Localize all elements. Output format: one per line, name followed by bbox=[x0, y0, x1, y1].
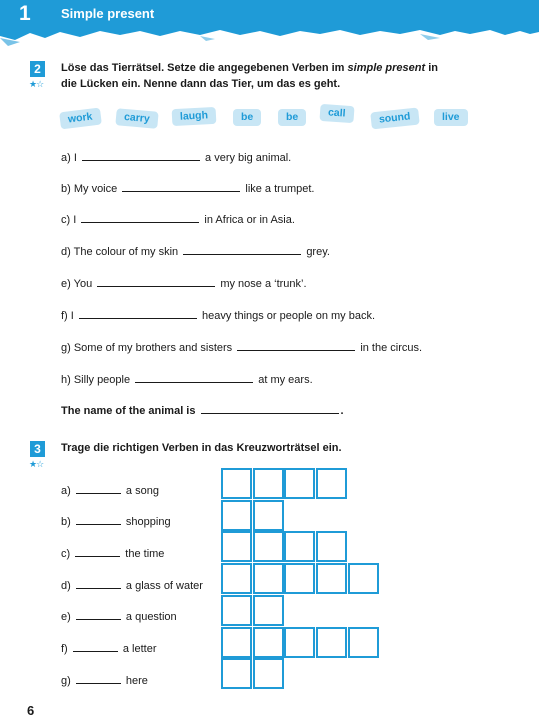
item-prefix: I bbox=[70, 310, 74, 322]
item-suffix: in Africa or in Asia. bbox=[204, 214, 295, 226]
answer-blank[interactable] bbox=[97, 274, 215, 287]
exercise-3-number-badge: 3 bbox=[30, 441, 45, 457]
item-text: here bbox=[125, 675, 148, 687]
answer-blank[interactable] bbox=[183, 242, 301, 255]
word-tag: live bbox=[434, 109, 468, 126]
item-prefix: Some of my brothers and sisters bbox=[73, 342, 233, 354]
exercise-3-instruction: Trage die richtigen Verben in das Kreuzworträtsel ein. bbox=[61, 442, 342, 454]
instruction-line1-text: Löse das Tierrätsel. Setze die angegebenen Verben im bbox=[61, 62, 348, 74]
exercise-3-difficulty-stars: ★☆ bbox=[29, 459, 44, 469]
item-text: a song bbox=[125, 485, 159, 497]
animal-answer-line bbox=[61, 401, 344, 417]
exercise-3-item-f bbox=[61, 639, 157, 655]
crossword-cell[interactable] bbox=[221, 563, 252, 594]
crossword-cell[interactable] bbox=[253, 531, 284, 562]
item-label: d) bbox=[61, 580, 71, 592]
crossword-cell[interactable] bbox=[253, 658, 284, 689]
item-prefix: Silly people bbox=[73, 374, 131, 386]
word-tag: sound bbox=[370, 108, 419, 130]
item-prefix: The colour of my skin bbox=[73, 246, 179, 258]
item-label: e) bbox=[61, 278, 71, 290]
item-label: e) bbox=[61, 611, 71, 623]
answer-blank[interactable] bbox=[76, 576, 121, 589]
unit-title: Simple present bbox=[61, 6, 155, 21]
crossword-cell[interactable] bbox=[221, 500, 252, 531]
crossword-cell[interactable] bbox=[253, 468, 284, 499]
word-tag: be bbox=[278, 109, 306, 126]
animal-answer-prompt: The name of the animal is bbox=[61, 405, 196, 417]
item-suffix: heavy things or people on my back. bbox=[201, 310, 376, 322]
answer-blank[interactable] bbox=[76, 671, 121, 684]
item-suffix: like a trumpet. bbox=[245, 183, 315, 195]
exercise-2-item-h bbox=[61, 370, 313, 386]
item-suffix: a very big animal. bbox=[205, 152, 292, 164]
crossword-cell[interactable] bbox=[221, 531, 252, 562]
answer-blank[interactable] bbox=[237, 338, 355, 351]
exercise-3-item-a bbox=[61, 481, 159, 497]
item-prefix: I bbox=[73, 152, 77, 164]
crossword-cell[interactable] bbox=[253, 627, 284, 658]
item-label: f) bbox=[61, 310, 68, 322]
exercise-2-item-c bbox=[61, 210, 295, 226]
item-prefix: I bbox=[73, 214, 77, 226]
answer-blank[interactable] bbox=[76, 481, 121, 494]
exercise-2-number-badge: 2 bbox=[30, 61, 45, 77]
crossword-cell[interactable] bbox=[316, 563, 347, 594]
answer-blank[interactable] bbox=[79, 306, 197, 319]
exercise-3-item-b bbox=[61, 512, 171, 528]
crossword-cell[interactable] bbox=[316, 627, 347, 658]
crossword-cell[interactable] bbox=[253, 595, 284, 626]
crossword-cell[interactable] bbox=[284, 468, 315, 499]
exercise-3-item-d bbox=[61, 576, 203, 592]
answer-blank[interactable] bbox=[73, 639, 118, 652]
instruction-line1-end: in bbox=[425, 62, 438, 74]
crossword-cell[interactable] bbox=[221, 595, 252, 626]
item-label: f) bbox=[61, 643, 68, 655]
item-suffix: at my ears. bbox=[258, 374, 313, 386]
answer-blank[interactable] bbox=[122, 179, 240, 192]
item-suffix: my nose a ‘trunk’. bbox=[220, 278, 307, 290]
answer-blank[interactable] bbox=[135, 370, 253, 383]
item-label: b) bbox=[61, 516, 71, 528]
exercise-2-item-e bbox=[61, 274, 307, 290]
item-text: shopping bbox=[125, 516, 171, 528]
instruction-italic-term: simple present bbox=[347, 62, 426, 74]
word-tag: be bbox=[233, 109, 261, 126]
exercise-2-item-b bbox=[61, 179, 314, 195]
word-tag: carry bbox=[115, 108, 158, 129]
exercise-2-item-f bbox=[61, 306, 375, 322]
exercise-3-item-c bbox=[61, 544, 164, 560]
item-text: a question bbox=[125, 611, 177, 623]
item-label: a) bbox=[61, 152, 71, 164]
crossword-cell[interactable] bbox=[221, 627, 252, 658]
answer-blank[interactable] bbox=[82, 148, 200, 161]
word-tag: laugh bbox=[172, 107, 217, 126]
exercise-2-difficulty-stars: ★☆ bbox=[29, 79, 44, 89]
instruction-line2-text: die Lücken ein. Nenne dann das Tier, um das es geht. bbox=[61, 78, 341, 90]
item-label: c) bbox=[61, 548, 71, 560]
item-prefix: My voice bbox=[73, 183, 118, 195]
crossword-cell[interactable] bbox=[284, 627, 315, 658]
crossword-cell[interactable] bbox=[221, 658, 252, 689]
answer-blank[interactable] bbox=[75, 544, 120, 557]
item-label: c) bbox=[61, 214, 71, 226]
exercise-3-item-g bbox=[61, 671, 148, 687]
crossword-cell[interactable] bbox=[221, 468, 252, 499]
page-number: 6 bbox=[27, 703, 35, 718]
answer-blank[interactable] bbox=[81, 210, 199, 223]
crossword-cell[interactable] bbox=[284, 531, 315, 562]
item-text: the time bbox=[125, 548, 165, 560]
answer-blank[interactable] bbox=[76, 512, 121, 525]
item-suffix: grey. bbox=[306, 246, 330, 258]
word-tag: work bbox=[59, 108, 101, 130]
crossword-cell[interactable] bbox=[253, 563, 284, 594]
exercise-2-instruction bbox=[61, 60, 438, 92]
crossword-cell[interactable] bbox=[316, 531, 347, 562]
exercise-2-item-a bbox=[61, 148, 291, 164]
item-label: g) bbox=[61, 675, 71, 687]
crossword-cell[interactable] bbox=[316, 468, 347, 499]
item-label: b) bbox=[61, 183, 71, 195]
item-suffix: in the circus. bbox=[360, 342, 423, 354]
item-label: g) bbox=[61, 342, 71, 354]
crossword-cell[interactable] bbox=[284, 563, 315, 594]
exercise-2-item-d bbox=[61, 242, 330, 258]
item-label: d) bbox=[61, 246, 71, 258]
word-tag: call bbox=[319, 104, 354, 123]
crossword-cell[interactable] bbox=[253, 500, 284, 531]
unit-header bbox=[0, 0, 539, 52]
item-label: h) bbox=[61, 374, 71, 386]
animal-answer-period: . bbox=[340, 405, 344, 417]
item-label: a) bbox=[61, 485, 71, 497]
item-prefix: You bbox=[73, 278, 93, 290]
item-text: a letter bbox=[122, 643, 157, 655]
animal-answer-blank[interactable] bbox=[201, 401, 339, 414]
crossword-cell[interactable] bbox=[348, 563, 379, 594]
crossword-cell[interactable] bbox=[348, 627, 379, 658]
answer-blank[interactable] bbox=[76, 607, 121, 620]
unit-number: 1 bbox=[19, 2, 31, 25]
exercise-3-item-e bbox=[61, 607, 177, 623]
item-text: a glass of water bbox=[125, 580, 203, 592]
exercise-2-item-g bbox=[61, 338, 422, 354]
